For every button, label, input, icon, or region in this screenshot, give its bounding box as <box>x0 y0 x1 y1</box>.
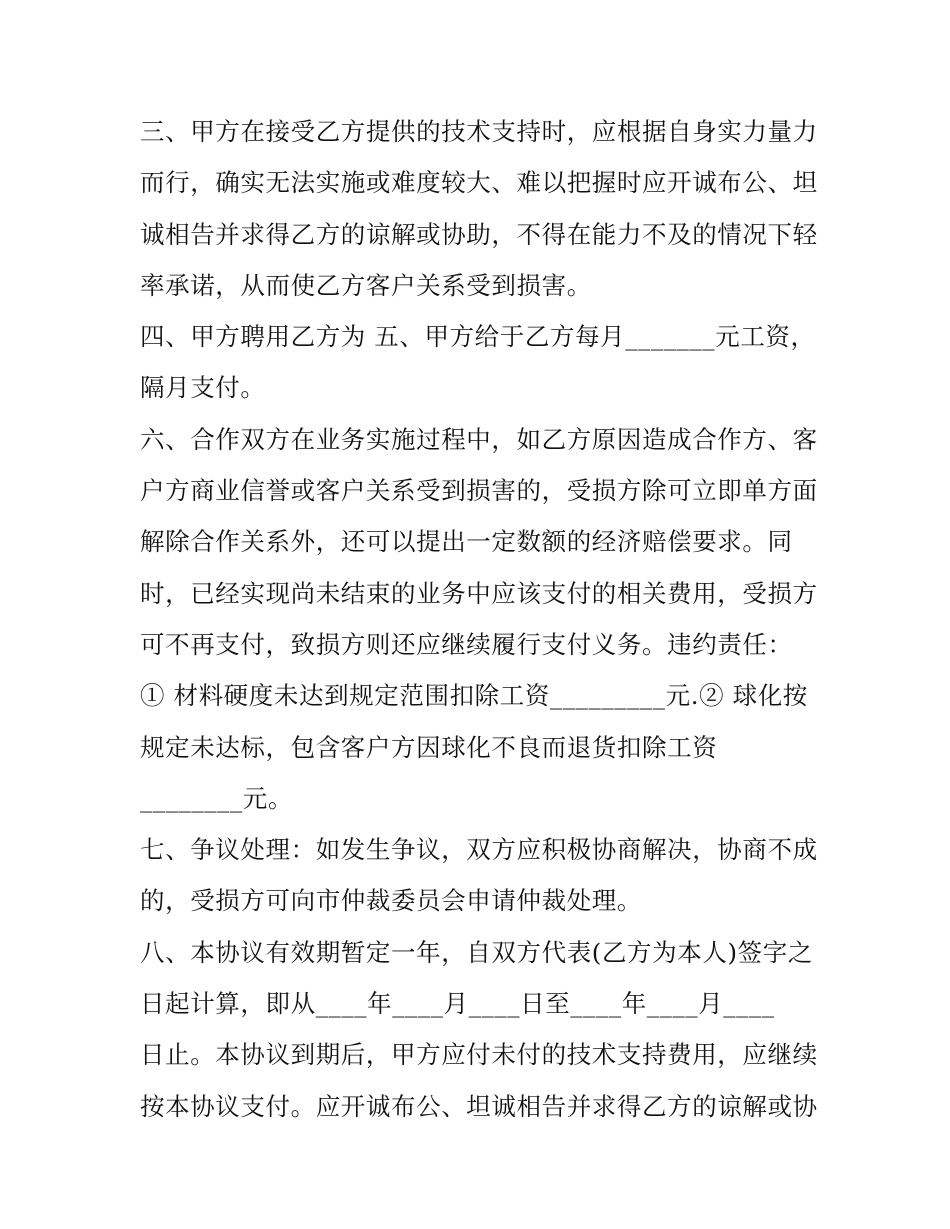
contract-text <box>140 106 820 1132</box>
text-line: 诚相告并求得乙方的谅解或协助，不得在能力不及的情况下轻 <box>140 219 818 249</box>
text-line: 四、甲方聘用乙方为 五、甲方给于乙方每月_______元工资， <box>140 322 816 352</box>
text-line: 隔月支付。 <box>140 373 266 403</box>
text-line: 日止。本协议到期后，甲方应付未付的技术支持费用，应继续 <box>140 1040 818 1070</box>
text-line: 时，已经实现尚未结束的业务中应该支付的相关费用，受损方 <box>140 578 818 608</box>
text-line: ① 材料硬度未达到规定范围扣除工资_________元.② 球化按 <box>140 681 808 711</box>
text-line: 按本协议支付。应开诚布公、坦诚相告并求得乙方的谅解或协 <box>140 1091 818 1121</box>
text-line: 的，受损方可向市仲裁委员会申请仲裁处理。 <box>140 886 642 916</box>
text-line: 三、甲方在接受乙方提供的技术支持时，应根据自身实力量力 <box>140 117 818 146</box>
text-line: 可不再支付，致损方则还应继续履行支付义务。违约责任： <box>140 629 793 659</box>
text-line: 而行，确实无法实施或难度较大、难以把握时应开诚布公、坦 <box>140 168 818 198</box>
text-line: 户方商业信誉或客户关系受到损害的，受损方除可立即单方面 <box>140 476 818 506</box>
text-line: 六、合作双方在业务实施过程中，如乙方原因造成合作方、客 <box>140 424 818 454</box>
text-line: 规定未达标，包含客户方因球化不良而退货扣除工资 <box>140 732 718 762</box>
text-line: 解除合作关系外，还可以提出一定数额的经济赔偿要求。同 <box>140 527 793 557</box>
text-line: 八、本协议有效期暂定一年，自双方代表(乙方为本人)签字之 <box>140 937 813 967</box>
text-line: 七、争议处理：如发生争议，双方应积极协商解决，协商不成 <box>140 835 818 865</box>
text-line: ________元。 <box>140 783 293 813</box>
text-line: 率承诺，从而使乙方客户关系受到损害。 <box>140 270 592 300</box>
text-line: 日起计算，即从____年____月____日至____年____月____ <box>140 989 775 1019</box>
